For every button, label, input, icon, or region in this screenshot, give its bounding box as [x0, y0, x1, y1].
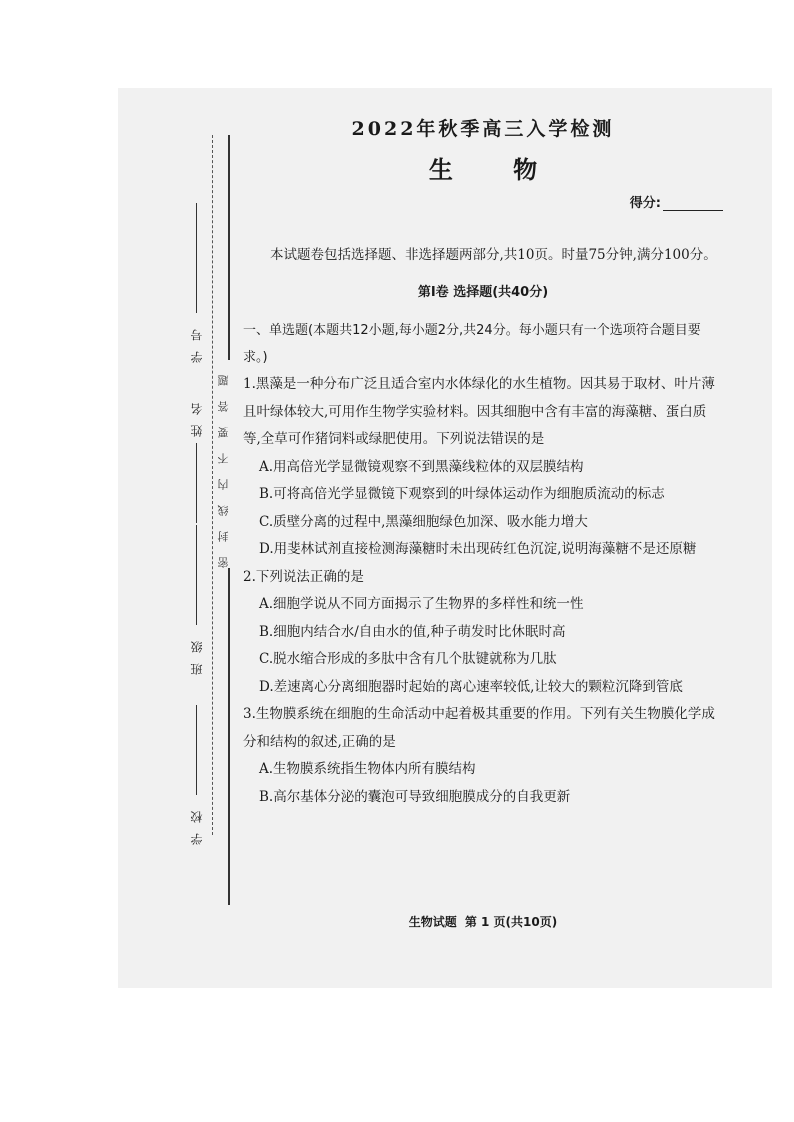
option-b: B.高尔基体分泌的囊泡可导致细胞膜成分的自我更新 [259, 788, 571, 805]
field-label: 姓名 [189, 393, 204, 437]
subject-title: 生 物 [428, 155, 564, 184]
field-name [184, 393, 208, 523]
option-a: A.用高倍光学显微镜观察不到黑藻线粒体的双层膜结构 [259, 458, 584, 475]
part-heading: 一、单选题(本题共12小题,每小题2分,共24分。每小题只有一个选项符合题目要求。) [243, 323, 701, 365]
section-title: 第Ⅰ卷 选择题(共40分) [417, 285, 549, 300]
score-label: 得分: [629, 196, 661, 211]
option-d: D.差速离心分离细胞器时起始的离心速率较低,让较大的颗粒沉降到管底 [259, 678, 683, 695]
field-blank [196, 705, 197, 795]
exam-content [243, 112, 723, 811]
field-school [184, 705, 208, 845]
option-c: C.质壁分离的过程中,黑藻细胞绿色加深、吸水能力增大 [259, 513, 588, 530]
question-stem: 3.生物膜系统在细胞的生命活动中起着极其重要的作用。下列有关生物膜化学成分和结构的叙述,正确的是 [243, 706, 715, 750]
page-footer [243, 913, 723, 930]
field-label: 学校 [189, 801, 204, 845]
question-stem: 1.黑藻是一种分布广泛且适合室内水体绿化的水生植物。因其易于取材、叶片薄且叶绿体较大,可用作生物学实验材料。因其细胞中含有丰富的海藻糖、蛋白质等,全草可作猪饲料或绿肥使用。下列说法错误的是 [243, 376, 715, 447]
field-label: 学号 [189, 319, 204, 363]
option-b: B.可将高倍光学显微镜下观察到的叶绿体运动作为细胞质流动的标志 [259, 486, 665, 502]
option-c: C.脱水缩合形成的多肽中含有几个肽键就称为几肽 [259, 651, 557, 667]
seal-line-dashed [212, 135, 213, 835]
option-a: A.生物膜系统指生物体内所有膜结构 [259, 761, 476, 777]
seal-warning: 密封线内不要答题 [217, 360, 230, 568]
field-blank [196, 525, 197, 625]
option-a: A.细胞学说从不同方面揭示了生物界的多样性和统一性 [259, 596, 584, 612]
question-2 [243, 564, 723, 702]
question-3 [243, 701, 723, 811]
intro-text: 本试题卷包括选择题、非选择题两部分,共10页。时量75分钟,满分100分。 [270, 247, 717, 263]
question-1 [243, 371, 723, 564]
score-blank [663, 210, 723, 211]
question-stem: 2.下列说法正确的是 [243, 568, 364, 585]
field-class [184, 525, 208, 675]
exam-title: 2022年秋季高三入学检测 [351, 118, 615, 140]
field-blank [196, 443, 197, 523]
footer-page: 第 1 页(共10页) [464, 915, 558, 929]
binding-margin [170, 135, 240, 895]
option-d: D.用斐林试剂直接检测海藻糖时未出现砖红色沉淀,说明海藻糖不是还原糖 [259, 541, 697, 557]
field-label: 班级 [189, 631, 204, 675]
score-row [243, 192, 723, 216]
footer-subject: 生物试题 [408, 915, 457, 929]
field-student-id [184, 203, 208, 363]
field-blank [196, 203, 197, 313]
option-b: B.细胞内结合水/自由水的值,种子萌发时比休眠时高 [259, 623, 566, 640]
